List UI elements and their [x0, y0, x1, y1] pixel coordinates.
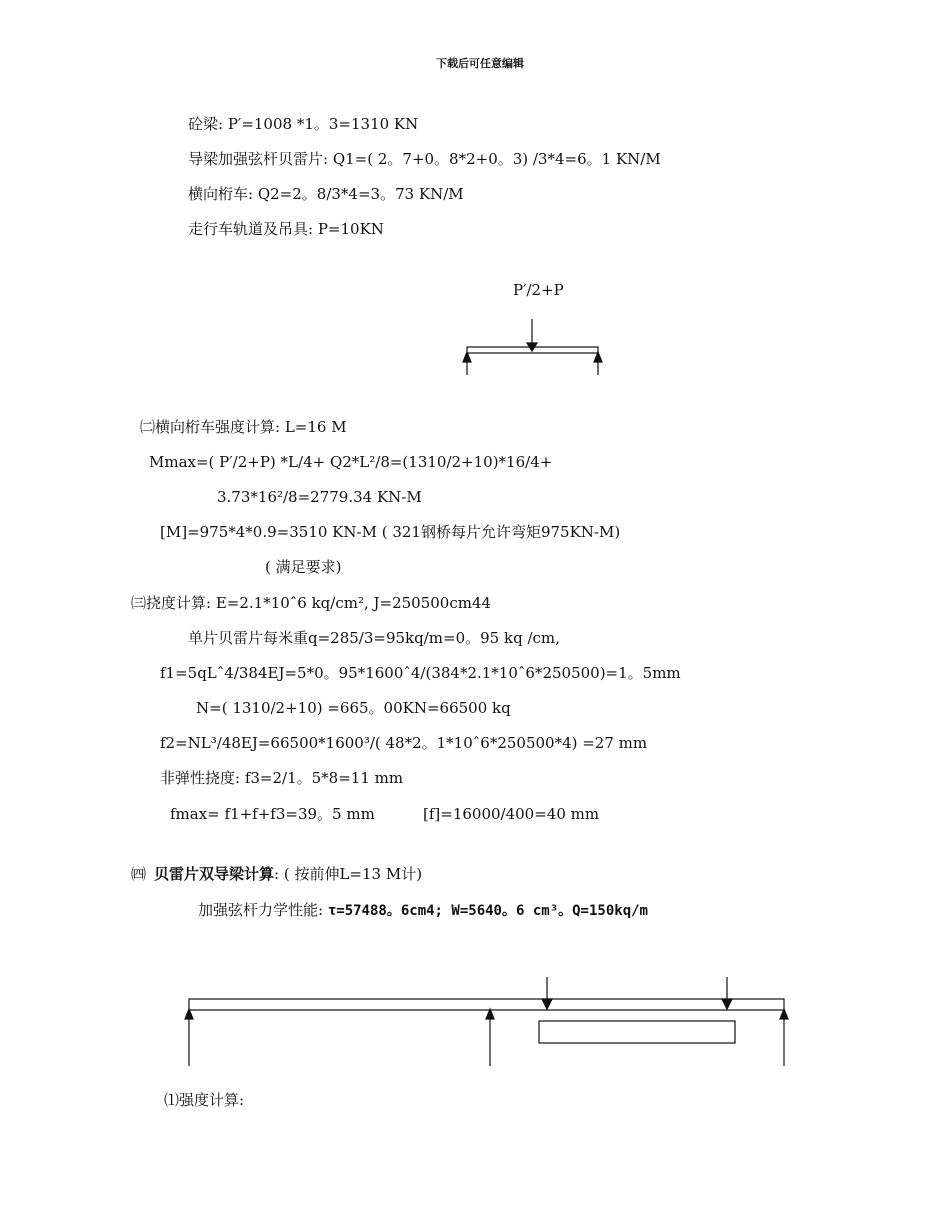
- section-4-title: [131, 864, 422, 884]
- chord-properties-label: 加强弦杆力学性能:: [198, 901, 324, 919]
- mmax-formula-line2: 3.73*16²/8=2779.34 KN-M: [217, 488, 422, 506]
- deflection-line-f2: f2=NL³/48EJ=66500*1600³/( 48*2。1*10ˆ6*250500*4) =27 mm: [160, 734, 648, 752]
- section-2-title: ㈡横向桁车强度计算: L=16 M: [140, 418, 347, 436]
- load-line-transverse-crane: 横向桁车: Q2=2。8/3*4=3。73 KN/M: [188, 185, 464, 203]
- load-line-concrete-beam: 砼梁: P′=1008 *1。3=1310 KN: [188, 115, 419, 133]
- page-header: 下载后可任意编辑: [436, 57, 524, 70]
- section-4-number: ㈣: [131, 865, 147, 883]
- deflection-line-allowable: [f]=16000/400=40 mm: [423, 805, 600, 823]
- section-4-heading: 贝雷片双导梁计算: [154, 865, 275, 883]
- diagram1-load-label: P′/2+P: [513, 281, 564, 299]
- section-4-heading-note: : ( 按前伸L=13 M计): [274, 865, 423, 883]
- deflection-line-N: N=( 1310/2+10) =665。00KN=66500 kq: [196, 699, 511, 717]
- simple-beam-diagram: [463, 319, 602, 375]
- deflection-line-unit-weight: 单片贝雷片每米重q=285/3=95kq/m=0。95 kq /cm,: [188, 629, 560, 647]
- mmax-formula-line1: Mmax=( P′/2+P) *L/4+ Q2*L²/8=(1310/2+10)*16/4+: [149, 453, 553, 471]
- section-3-title: ㈢挠度计算: E=2.1*10ˆ6 kq/cm², J=250500cm44: [131, 594, 492, 612]
- load-line-guide-beam: 导梁加强弦杆贝雷片: Q1=( 2。7+0。8*2+0。3) /3*4=6。1 KN/M: [188, 150, 661, 168]
- double-guide-beam-diagram: [185, 977, 788, 1066]
- load-line-track-hoist: 走行车轨道及吊具: P=10KN: [188, 220, 384, 238]
- chord-properties-values: τ=57488。6cm4; W=5640。6 cm³。Q=150kq/m: [327, 903, 648, 919]
- deflection-line-f1: f1=5qLˆ4/384EJ=5*0。95*1600ˆ4/(384*2.1*10ˆ6*250500)=1。5mm: [160, 664, 681, 682]
- allowable-moment-line: [M]=975*4*0.9=3510 KN-M ( 321钢桥每片允许弯矩975KN-M): [160, 523, 621, 541]
- deflection-line-f3: 非弹性挠度: f3=2/1。5*8=11 mm: [160, 769, 404, 787]
- requirement-met-note: ( 满足要求): [265, 558, 342, 576]
- chord-properties-line: [198, 900, 648, 921]
- deflection-line-fmax: fmax= f1+f+f3=39。5 mm: [170, 805, 375, 823]
- section-strength-title: ⑴强度计算:: [164, 1091, 245, 1109]
